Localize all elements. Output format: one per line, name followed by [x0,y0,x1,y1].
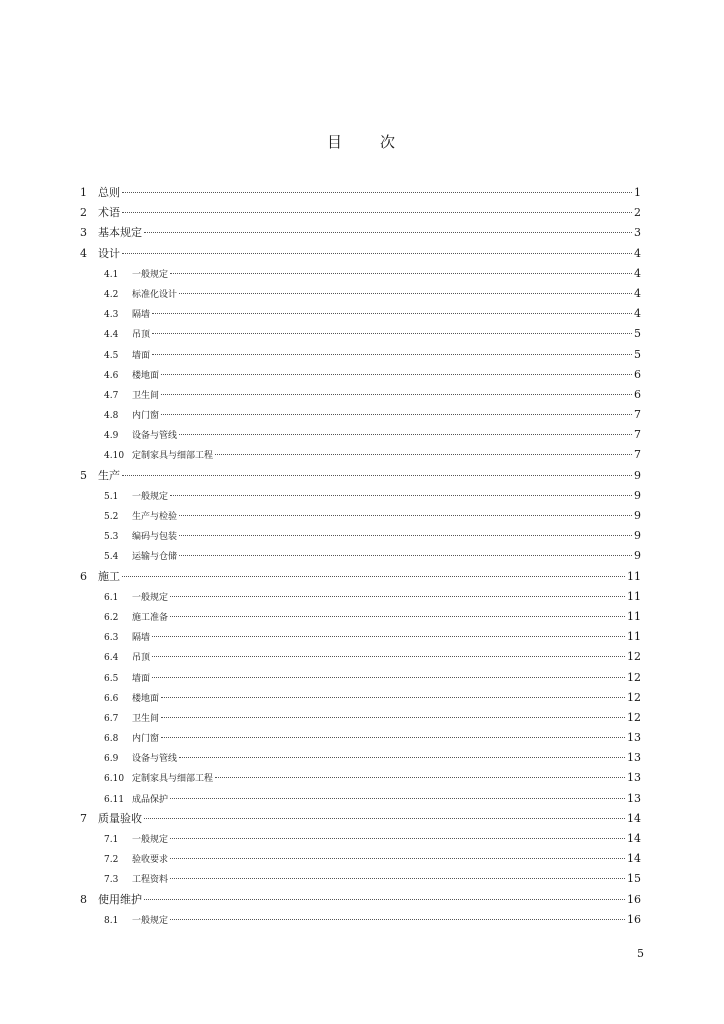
dot-leader [170,273,632,274]
dot-leader [161,394,632,395]
toc-entry-page: 12 [627,650,641,664]
dot-leader [122,253,632,254]
toc-entry-number: 7.2 [104,855,119,866]
toc-entry-page: 13 [627,731,641,745]
dot-leader [122,576,625,577]
dot-leader [170,878,625,879]
toc-entry-page: 12 [627,670,641,684]
toc-entry-page: 5 [634,327,641,341]
toc-entry-number: 4.8 [104,411,119,422]
toc-entry-page: 13 [627,791,641,805]
toc-entry[interactable] [0,345,724,365]
toc-entry[interactable] [0,526,724,546]
toc-entry[interactable] [0,809,724,829]
toc-entry[interactable] [0,829,724,849]
toc-entry-number: 6.3 [104,633,119,644]
toc-entry-page: 9 [634,509,641,522]
toc-entry-page: 3 [634,226,641,240]
toc-entry-number: 5.3 [104,532,119,543]
toc-entry-label: 使用维护 [98,892,142,906]
toc-entry-page: 12 [627,690,641,704]
toc-title-char-1: 目 [326,133,344,151]
toc-entry[interactable] [0,869,724,889]
dot-leader [144,818,625,819]
toc-entry-number: 5 [80,468,87,482]
toc-entry-label: 吊顶 [132,653,151,664]
dot-leader [161,717,625,718]
dot-leader [179,555,632,556]
toc-entry-number: 4.10 [104,451,125,462]
toc-entry-number: 4.1 [104,269,119,280]
toc-entry-number: 5.1 [104,491,119,502]
toc-entry-number: 4.3 [104,310,119,321]
toc-entry-label: 设备与管线 [132,431,178,442]
toc-entry[interactable] [0,890,724,910]
toc-entry-number: 7.1 [104,835,119,845]
toc-entry[interactable] [0,183,724,203]
toc-entry-label: 墙面 [132,350,151,361]
toc-entry-label: 成品保护 [132,794,169,805]
toc-entry-label: 术语 [98,206,120,220]
toc-entry-label: 生产 [98,468,120,482]
toc-entry-page: 12 [627,710,641,724]
toc-entry-number: 6 [80,569,87,583]
toc-entry-label: 墙面 [132,673,151,684]
toc-entry-page: 11 [627,589,641,603]
dot-leader [161,737,625,738]
toc-entry[interactable] [0,849,724,869]
toc-entry[interactable] [0,405,724,425]
toc-entry-number: 4 [80,246,87,260]
toc-entry[interactable] [0,425,724,445]
toc-entry-page: 4 [634,307,641,321]
toc-entry-label: 施工 [98,569,120,583]
toc-entry-page: 13 [627,751,641,765]
toc-entry-page: 7 [634,448,641,462]
toc-entry-number: 6.10 [104,774,125,785]
toc-entry-label: 定制家具与细部工程 [132,451,214,462]
toc-entry[interactable] [0,567,724,587]
toc-entry[interactable] [0,748,724,768]
toc-entry-label: 验收要求 [132,855,169,866]
toc-entry[interactable] [0,203,724,223]
toc-entry-page: 6 [634,367,641,381]
toc-entry-number: 6.7 [104,713,119,724]
toc-entry-page: 11 [627,569,641,583]
toc-title-char-2: 次 [380,133,398,151]
dot-leader [122,212,632,213]
toc-entry-page: 9 [634,468,641,482]
toc-entry-label: 吊顶 [132,330,151,341]
toc-entry-label: 工程资料 [132,875,169,886]
toc-entry-number: 4.2 [104,289,119,300]
toc-entry-page: 11 [627,630,641,644]
table-of-contents [0,183,724,930]
toc-entry[interactable] [0,324,724,344]
toc-entry-page: 7 [634,428,641,442]
toc-entry-label: 一般规定 [132,835,169,845]
toc-entry[interactable] [0,264,724,284]
toc-entry-label: 内门窗 [132,734,160,745]
dot-leader [161,414,632,415]
toc-entry-number: 4.6 [104,370,119,381]
dot-leader [170,858,625,859]
toc-entry[interactable] [0,789,724,809]
toc-entry[interactable] [0,647,724,667]
toc-entry-label: 一般规定 [132,915,169,926]
toc-entry-label: 一般规定 [132,592,169,603]
toc-entry-number: 7.3 [104,875,119,886]
toc-entry-label: 一般规定 [132,491,169,502]
toc-entry[interactable] [0,708,724,728]
toc-entry-page: 5 [634,347,641,361]
toc-entry-page: 13 [627,771,641,785]
toc-entry-label: 编码与包装 [132,532,178,543]
toc-entry-label: 卫生间 [132,390,160,401]
toc-entry-number: 6.5 [104,673,119,684]
toc-entry[interactable] [0,365,724,385]
toc-entry-label: 内门窗 [132,411,160,422]
toc-entry-label: 楼地面 [132,370,160,381]
toc-entry[interactable] [0,728,724,748]
toc-entry-number: 4.4 [104,330,119,341]
toc-entry[interactable] [0,466,724,486]
toc-entry[interactable] [0,668,724,688]
toc-entry-page: 6 [634,387,641,401]
dot-leader [152,354,632,355]
dot-leader [122,192,632,193]
toc-entry-number: 4.5 [104,350,119,361]
dot-leader [170,495,632,496]
toc-entry-label: 总则 [98,186,120,199]
dot-leader [170,838,625,839]
dot-leader [179,515,632,516]
toc-entry-page: 9 [634,529,641,543]
toc-entry-page: 11 [627,609,641,623]
toc-entry[interactable] [0,506,724,526]
dot-leader [152,313,632,314]
toc-entry-number: 6.9 [104,754,119,765]
toc-entry[interactable] [0,223,724,243]
toc-entry-label: 设计 [98,246,120,260]
dot-leader [144,232,632,233]
toc-entry-page: 7 [634,408,641,422]
toc-entry-page: 1 [634,186,641,199]
toc-entry[interactable] [0,304,724,324]
toc-entry-number: 6.1 [104,592,119,603]
dot-leader [170,919,625,920]
toc-entry-label: 一般规定 [132,269,169,280]
toc-entry[interactable] [0,627,724,647]
toc-entry-number: 1 [80,186,87,199]
dot-leader [152,636,625,637]
toc-entry[interactable] [0,546,724,566]
toc-entry[interactable] [0,284,724,304]
toc-entry[interactable] [0,910,724,930]
toc-entry-page: 16 [627,912,641,926]
toc-entry-label: 施工准备 [132,612,169,623]
toc-entry-number: 3 [80,226,87,240]
toc-entry[interactable] [0,587,724,607]
toc-entry-label: 卫生间 [132,713,160,724]
dot-leader [170,596,625,597]
toc-entry-number: 8 [80,892,87,906]
toc-entry-page: 4 [634,246,641,260]
toc-entry[interactable] [0,445,724,465]
toc-entry-page: 9 [634,549,641,563]
page-number-footer: 5 [637,947,644,960]
dot-leader [179,293,632,294]
dot-leader [152,656,625,657]
dot-leader [122,475,632,476]
toc-entry-page: 9 [634,488,641,502]
toc-entry-page: 4 [634,266,641,280]
toc-entry-label: 隔墙 [132,633,151,644]
dot-leader [215,777,625,778]
toc-entry-page: 14 [627,852,641,866]
toc-entry-label: 标准化设计 [132,289,178,300]
toc-entry[interactable] [0,244,724,264]
toc-entry-number: 4.9 [104,431,119,442]
toc-entry-label: 生产与检验 [132,512,178,522]
dot-leader [215,454,632,455]
toc-entry-label: 隔墙 [132,310,151,321]
toc-entry-page: 4 [634,286,641,300]
dot-leader [179,535,632,536]
dot-leader [170,616,625,617]
toc-entry[interactable] [0,768,724,788]
toc-title [0,131,724,152]
toc-entry-page: 2 [634,206,641,220]
toc-entry[interactable] [0,385,724,405]
dot-leader [161,374,632,375]
toc-entry-page: 14 [627,832,641,845]
toc-entry-number: 5.2 [104,512,119,522]
toc-entry-label: 运输与仓储 [132,552,178,563]
dot-leader [170,798,625,799]
toc-entry[interactable] [0,607,724,627]
toc-entry-label: 定制家具与细部工程 [132,774,214,785]
toc-entry-number: 6.4 [104,653,119,664]
toc-entry-page: 14 [627,811,641,825]
toc-entry-number: 5.4 [104,552,119,563]
toc-entry-number: 7 [80,811,87,825]
dot-leader [152,677,625,678]
dot-leader [161,697,625,698]
toc-entry[interactable] [0,688,724,708]
toc-entry[interactable] [0,486,724,506]
toc-entry-number: 4.7 [104,390,119,401]
toc-entry-number: 6.6 [104,693,119,704]
toc-entry-page: 15 [627,872,641,886]
toc-entry-label: 质量验收 [98,811,142,825]
toc-entry-page: 16 [627,892,641,906]
toc-entry-number: 6.8 [104,734,119,745]
toc-entry-number: 6.11 [104,794,125,805]
toc-entry-number: 8.1 [104,915,119,926]
dot-leader [179,434,632,435]
toc-entry-number: 2 [80,206,87,220]
toc-entry-label: 楼地面 [132,693,160,704]
toc-entry-number: 6.2 [104,612,119,623]
toc-entry-label: 设备与管线 [132,754,178,765]
dot-leader [144,899,625,900]
dot-leader [179,757,625,758]
dot-leader [152,333,632,334]
toc-entry-label: 基本规定 [98,226,142,240]
